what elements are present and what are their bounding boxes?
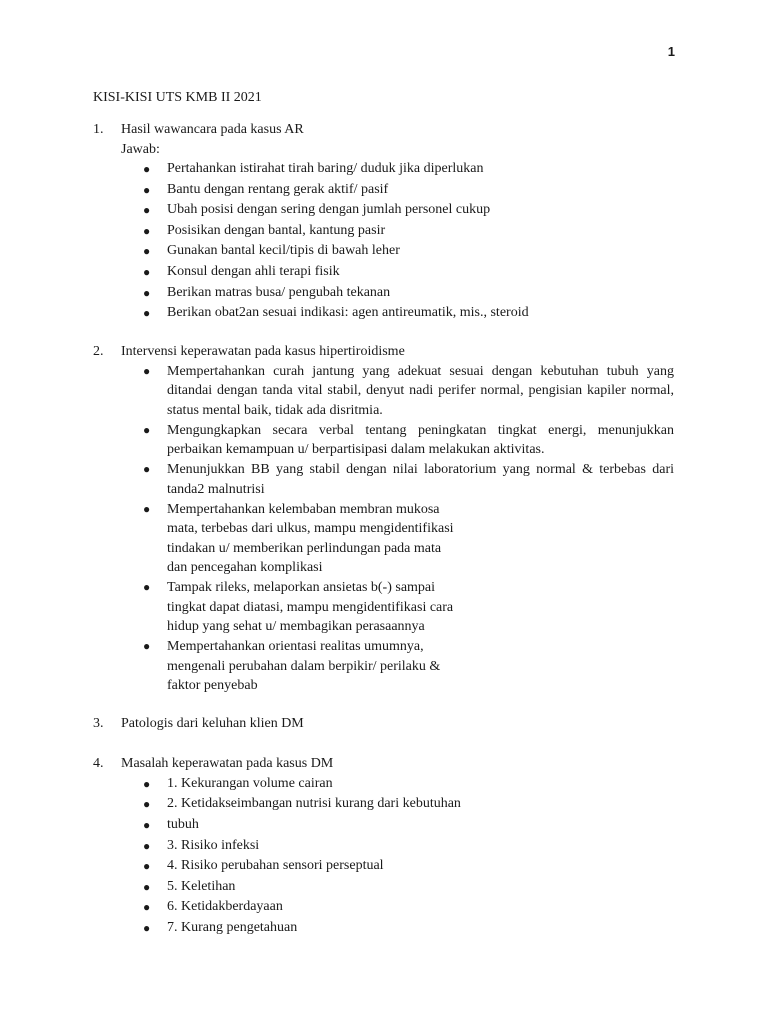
list-item: ● 7. Kurang pengetahuan <box>143 918 674 939</box>
question-4-heading <box>93 754 674 774</box>
answer-list <box>93 159 674 324</box>
list-item: ● Posisikan dengan bantal, kantung pasir <box>143 221 674 242</box>
bullet-icon: ● <box>143 422 151 437</box>
question-1-heading <box>93 120 674 140</box>
question-2 <box>93 342 674 696</box>
question-3 <box>93 714 674 734</box>
question-2-heading <box>93 342 674 362</box>
bullet-icon: ● <box>143 879 151 894</box>
list-item: ● 4. Risiko perubahan sensori perseptual <box>143 856 674 877</box>
list-item: ● Berikan matras busa/ pengubah tekanan <box>143 283 674 304</box>
bullet-icon: ● <box>143 203 151 218</box>
bullet-icon: ● <box>143 264 151 279</box>
bullet-icon: ● <box>143 859 151 874</box>
bullet-icon: ● <box>143 900 151 915</box>
list-item: ● Ubah posisi dengan sering dengan jumlah personel cukup <box>143 200 674 221</box>
question-text: Masalah keperawatan pada kasus DM <box>121 755 334 771</box>
list-item: ● 3. Risiko infeksi <box>143 836 674 857</box>
bullet-icon: ● <box>143 639 151 654</box>
page-number: 1 <box>667 44 675 59</box>
bullet-icon: ● <box>143 285 151 300</box>
list-item: ● tubuh <box>143 815 674 836</box>
list-item: ● Gunakan bantal kecil/tipis di bawah leher <box>143 241 674 262</box>
bullet-icon: ● <box>143 306 151 321</box>
bullet-icon: ● <box>143 363 151 378</box>
list-item: ● Pertahankan istirahat tirah baring/ duduk jika diperlukan <box>143 159 674 180</box>
list-item: ● Tampak rileks, melaporkan ansietas b(-) sampai tingkat dapat diatasi, mampu mengidentifikasi cara hidup yang sehat u/ membagikan perasaannya <box>143 580 454 635</box>
answer-list <box>93 362 674 696</box>
bullet-icon: ● <box>143 162 151 176</box>
question-1 <box>93 120 674 324</box>
bullet-icon: ● <box>143 920 151 935</box>
bullet-icon: ● <box>143 580 151 595</box>
question-4 <box>93 754 674 939</box>
bullet-icon: ● <box>143 182 151 197</box>
bullet-icon: ● <box>143 462 151 477</box>
question-text: Intervensi keperawatan pada kasus hipertiroidisme <box>121 343 405 359</box>
list-item: ● 5. Keletihan <box>143 877 674 898</box>
question-number: 2. <box>93 343 104 359</box>
list-item: ● 6. Ketidakberdayaan <box>143 897 674 918</box>
document-title: KISI-KISI UTS KMB II 2021 <box>93 90 262 105</box>
question-3-heading <box>93 714 674 734</box>
bullet-icon: ● <box>143 244 151 259</box>
question-text: Patologis dari keluhan klien DM <box>121 715 304 731</box>
answer-list <box>93 774 674 939</box>
bullet-icon: ● <box>143 776 151 791</box>
list-item: ● Konsul dengan ahli terapi fisik <box>143 262 674 283</box>
question-number: 3. <box>93 715 104 731</box>
list-item: ● Berikan obat2an sesuai indikasi: agen antireumatik, mis., steroid <box>143 303 674 324</box>
document-body <box>93 88 674 957</box>
question-number: 4. <box>93 755 104 771</box>
list-item: ● Bantu dengan rentang gerak aktif/ pasif <box>143 180 674 201</box>
list-item: ● Mempertahankan kelembaban membran mukosa mata, terbebas dari ulkus, mampu mengidentifikasi tindakan u/ memberikan perlindungan pada mata dan pencegahan komplikasi <box>143 501 454 576</box>
bullet-icon: ● <box>143 797 151 812</box>
bullet-icon: ● <box>143 838 151 853</box>
question-number: 1. <box>93 122 104 137</box>
list-item: ● Mengungkapkan secara verbal tentang peningkatan tingkat energi, menunjukkan perbaikan kemampuan u/ berpartisipasi dalam melakukan aktivitas. <box>143 422 674 458</box>
bullet-icon: ● <box>143 501 151 516</box>
list-item: ● Mempertahankan curah jantung yang adekuat sesuai dengan kebutuhan tubuh yang ditandai dengan tanda vital stabil, denyut nadi perifer normal, pengisian kapiler normal, status mental baik, tidak ada disritmia. <box>143 363 674 418</box>
list-item: ● Menunjukkan BB yang stabil dengan nilai laboratorium yang normal & terbebas dari tanda2 malnutrisi <box>143 462 674 497</box>
question-text: Hasil wawancara pada kasus AR <box>121 122 304 137</box>
bullet-icon: ● <box>143 817 151 832</box>
list-item: ● 2. Ketidakseimbangan nutrisi kurang dari kebutuhan <box>143 794 674 815</box>
bullet-icon: ● <box>143 223 151 238</box>
list-item: ● Mempertahankan orientasi realitas umumnya, mengenali perubahan dalam berpikir/ perilaku & faktor penyebab <box>143 639 441 694</box>
list-item: ● 1. Kekurangan volume cairan <box>143 774 674 795</box>
answer-label: Jawab: <box>121 142 160 157</box>
